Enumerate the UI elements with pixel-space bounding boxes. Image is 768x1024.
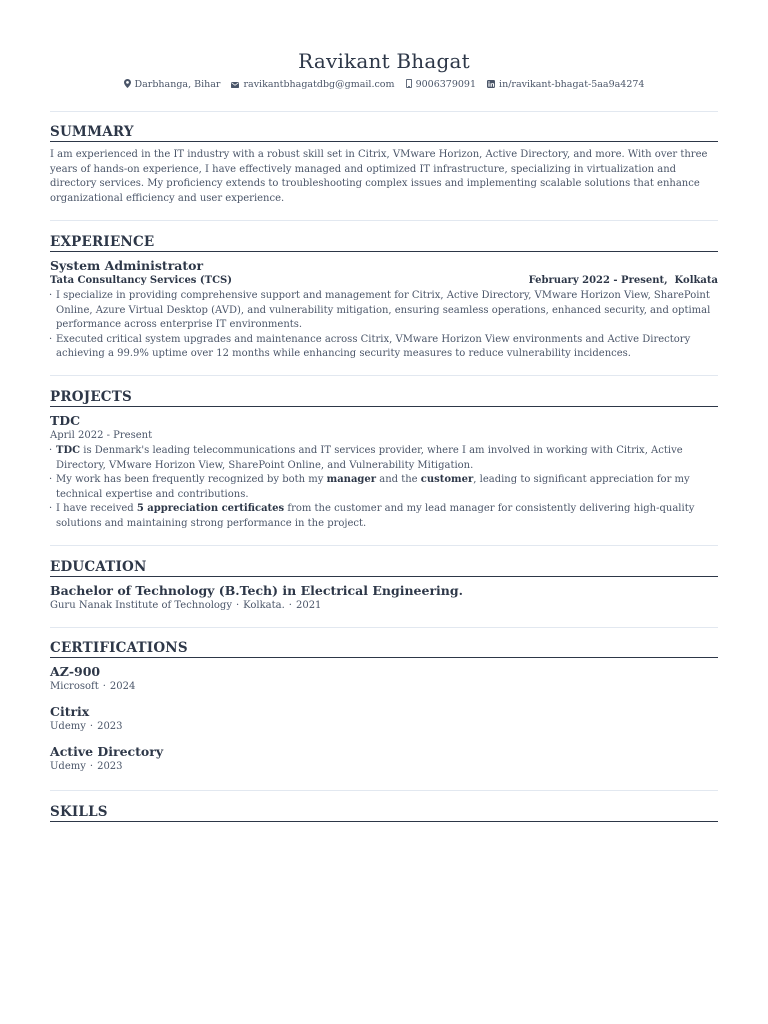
summary-text: I am experienced in the IT industry with a robust skill set in Citrix, VMware Horizon, Active Directory, and more. With over three years of hands-on experience, I have effectively managed and optimized IT infrastructure, specializing in virtualization and directory services. My proficiency extends to troubleshooting complex issues and implementing scalable solutions that enhance organizational efficiency and user experience. <box>50 149 708 204</box>
linkedin-icon <box>487 80 495 88</box>
bullet-segment: , leading to significant appreciation for my technical expertise and contributions. <box>56 474 690 500</box>
list-item <box>50 444 718 473</box>
project-bullets <box>50 444 718 532</box>
certification-name: Citrix <box>50 704 90 719</box>
contact-email-text: ravikantbhagatdbg@gmail.com <box>243 79 395 90</box>
job-meta-row <box>50 274 718 288</box>
contact-bar <box>50 79 718 90</box>
section-title-summary: SUMMARY <box>50 124 718 142</box>
certification-item <box>50 704 718 734</box>
bullet-segment: from the customer and my lead manager for consistently delivering high-quality solutions and maintaining strong performance in the project. <box>56 503 695 529</box>
project-dates: April 2022 - Present <box>50 430 153 441</box>
certification-year: 2023 <box>97 761 123 772</box>
divider <box>50 790 718 791</box>
education-meta: Guru Nanak Institute of Technology · Kolkata. · 2021 <box>50 600 322 611</box>
certification-issuer: Microsoft <box>50 681 99 692</box>
certification-name: Active Directory <box>50 744 164 759</box>
bullet-segment: manager <box>326 474 377 486</box>
divider <box>50 220 718 221</box>
list-item <box>50 473 718 502</box>
graduation-year: 2021 <box>295 600 322 611</box>
list-item <box>50 502 718 531</box>
divider <box>50 375 718 376</box>
section-title-certifications: CERTIFICATIONS <box>50 640 718 658</box>
bullet-segment: TDC <box>56 445 81 456</box>
contact-location <box>124 79 221 90</box>
school-name: Guru Nanak Institute of Technology <box>50 600 232 611</box>
certification-item <box>50 744 718 774</box>
list-item: · Executed critical system upgrades and maintenance across Citrix, VMware Horizon View environments and Active Directory achieving a 99.9% uptime over 12 months while enhancing security measures to reduce vulnerability incidences. <box>50 333 718 362</box>
certification-issuer: Udemy <box>50 721 86 732</box>
bullet-segment: 5 appreciation certificates <box>136 503 285 515</box>
contact-linkedin[interactable] <box>487 79 644 90</box>
school-location: Kolkata. <box>243 600 285 611</box>
degree-title: Bachelor of Technology (B.Tech) in Electrical Engineering. <box>50 583 463 598</box>
divider <box>50 111 718 112</box>
job-company: Tata Consultancy Services (TCS) <box>50 275 233 286</box>
certification-item <box>50 664 718 694</box>
list-item: · I specialize in providing comprehensive support and management for Citrix, Active Directory, VMware Horizon View, SharePoint Online, Azure Virtual Desktop (AVD), and vulnerability mitigation, ensuring seamless operations, enhanced security, and optimal performance across enterprise IT environments. <box>50 289 718 333</box>
divider <box>50 545 718 546</box>
certification-year: 2023 <box>97 721 123 732</box>
certification-year: 2024 <box>109 681 136 692</box>
job-title: System Administrator <box>50 258 204 273</box>
job-location: Kolkata <box>674 275 718 286</box>
contact-phone[interactable] <box>406 79 476 90</box>
certification-meta: Udemy · 2023 <box>50 761 123 772</box>
job-dates-location: February 2022 - Present, Kolkata <box>528 275 718 286</box>
certifications-list <box>50 664 718 784</box>
bullet-segment: My work has been frequently recognized by both my <box>56 474 327 486</box>
phone-icon <box>406 79 412 88</box>
section-title-projects: PROJECTS <box>50 389 718 407</box>
project-name: TDC <box>50 413 81 428</box>
experience-entry <box>50 258 718 362</box>
section-title-experience: EXPERIENCE <box>50 234 718 252</box>
bullet-segment: customer <box>420 474 474 486</box>
bullet-segment: I have received <box>56 503 137 515</box>
contact-email[interactable] <box>231 79 394 90</box>
job-dates: February 2022 - Present <box>528 275 665 286</box>
project-entry <box>50 413 718 532</box>
job-bullets <box>50 289 718 362</box>
certification-meta: Udemy · 2023 <box>50 721 123 732</box>
education-entry <box>50 583 718 613</box>
certification-name: AZ-900 <box>50 664 101 679</box>
contact-phone-text: 9006379091 <box>415 79 477 90</box>
section-title-skills: SKILLS <box>50 804 718 822</box>
section-title-education: EDUCATION <box>50 559 718 577</box>
contact-linkedin-text: in/ravikant-bhagat-5aa9a4274 <box>499 79 645 90</box>
bullet-segment: and the <box>376 474 421 486</box>
location-pin-icon <box>124 79 131 88</box>
email-icon <box>231 82 239 88</box>
bullet-segment: is Denmark's leading telecommunications and IT services provider, where I am involved in working with Citrix, Active Directory, VMware Horizon View, SharePoint Online, and Vulnerability Mitigation. <box>56 445 683 471</box>
divider <box>50 627 718 628</box>
contact-location-text: Darbhanga, Bihar <box>134 79 221 90</box>
certification-issuer: Udemy <box>50 761 86 772</box>
candidate-name: Ravikant Bhagat <box>298 49 470 73</box>
summary-block <box>50 148 718 206</box>
certification-meta: Microsoft · 2024 <box>50 681 136 692</box>
